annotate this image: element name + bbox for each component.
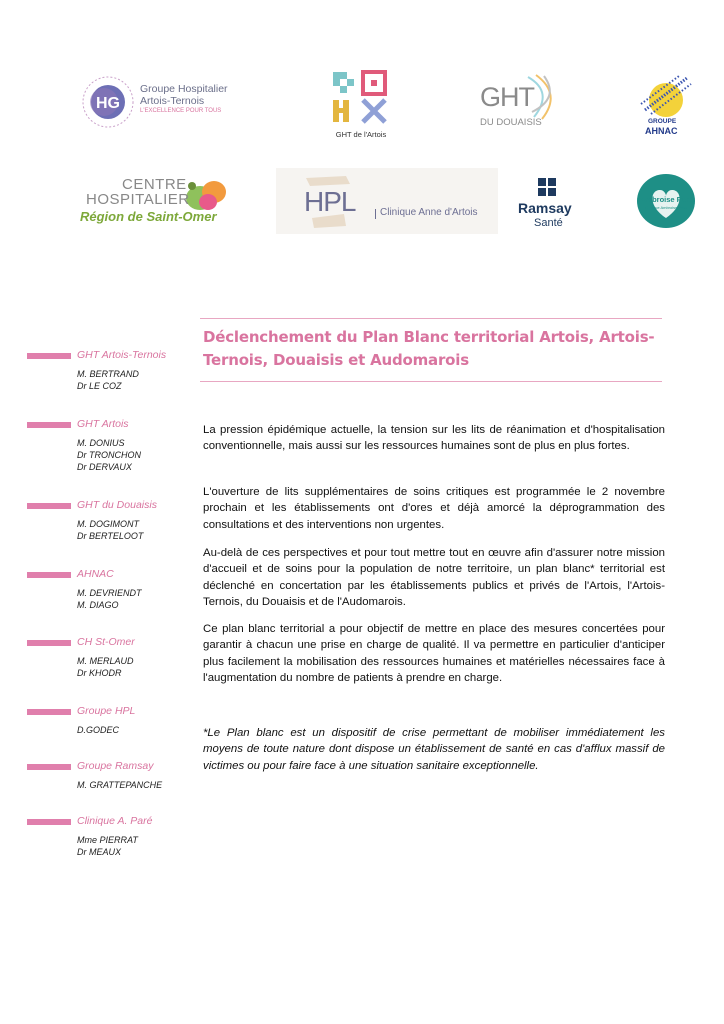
sidebar-person: D.GODEC	[77, 725, 120, 735]
sidebar-person: Dr LE COZ	[77, 381, 122, 391]
ch-saint-omer-line3: Région de Saint-Omer	[80, 209, 217, 224]
body-paragraph-4: Ce plan blanc territorial a pour objectif de mettre en place des mesures concertées pour garantir à chacun une prise en charge de qualité. Il va permettre en particulier d'anticiper plus facilement la mobilisation des ressources humaines et matérielles nécessaires face à l'augmentation du nombre de patients à prendre en charge.	[203, 623, 665, 684]
body-paragraph-1: La pression épidémique actuelle, la tension sur les lits de réanimation et d'hospitalisation conventionnelle, mais aussi sur les ressources humaines sont de plus en plus fortes.	[203, 424, 665, 453]
sidebar-person: M. DEVRIENDT	[77, 588, 142, 598]
ramsay-square-icon	[538, 178, 556, 196]
plan-blanc-footnote: *Le Plan blanc est un dispositif de crise permettant de mobiliser immédiatement les moyens de toute nature dont dispose un établissement de santé en cas d'afflux massif de victimes ou pour faire face à une situation sanitaire exceptionnelle.	[203, 727, 665, 772]
gh-artois-ternois-tagline: L'EXCELLENCE POUR TOUS	[140, 108, 222, 114]
ght-artois-caption: GHT de l'Artois	[335, 130, 387, 139]
logo-ch-saint-omer	[78, 174, 230, 228]
hpl-divider	[375, 209, 376, 219]
sidebar-person: Mme PIERRAT	[77, 835, 138, 845]
sidebar-person: Dr MEAUX	[77, 847, 122, 857]
sidebar-person: M. DIAGO	[77, 600, 119, 610]
sidebar-people	[77, 655, 134, 679]
logo-ght-artois	[328, 70, 394, 144]
sidebar-bar	[27, 819, 71, 825]
gh-artois-ternois-line1: Groupe Hospitalier	[140, 83, 228, 95]
sidebar-people	[77, 779, 162, 791]
sidebar-person: Dr DERVAUX	[77, 462, 132, 472]
logo-gh-artois-ternois	[80, 72, 240, 134]
ch-saint-omer-line2: HOSPITALIER	[86, 191, 190, 208]
sidebar-group-name: CH St-Omer	[77, 636, 135, 648]
sidebar-person: M. GRATTEPANCHE	[77, 780, 163, 790]
title-rule-bottom	[200, 381, 662, 382]
sidebar-group-name: AHNAC	[77, 568, 114, 580]
sidebar-person: Dr BERTELOOT	[77, 531, 144, 541]
sidebar-group-name: Groupe Ramsay	[77, 760, 154, 772]
sidebar-group-name: GHT Artois	[77, 418, 129, 430]
sidebar-person: M. BERTRAND	[77, 369, 139, 379]
sidebar-person: Dr KHODR	[77, 668, 122, 678]
logo-ahnac	[636, 74, 696, 140]
sidebar-bar	[27, 353, 71, 359]
hpl-mark: HPL	[304, 186, 356, 217]
sidebar-bar	[27, 764, 71, 770]
logo-hpl	[276, 168, 498, 234]
sidebar-bar	[27, 422, 71, 428]
logo-ramsay	[516, 178, 580, 234]
body-paragraph-3: Au-delà de ces perspectives et pour tout mettre tout en œuvre afin d'assurer notre mission d'accueil et de soins pour la population de notre territoire, un plan blanc* territorial est déclenché en concertation par les établissements publics et privés de l'Artois, l'Artois-Ternois, du Douaisis et de l'Audomarois.	[203, 547, 665, 608]
ambroise-pare-line2: Clinique Ambroise Paré	[645, 205, 687, 210]
ght-artois-mosaic-icon	[331, 70, 391, 126]
sidebar-person: M. DOGIMONT	[77, 519, 139, 529]
ambroise-pare-line1: Ambroise Paré	[640, 195, 693, 204]
sidebar-people	[77, 437, 141, 473]
sidebar-people	[77, 724, 119, 736]
gh-artois-ternois-line2: Artois-Ternois	[140, 95, 205, 107]
ramsay-line1: Ramsay	[518, 200, 572, 216]
sidebar-bar	[27, 709, 71, 715]
gh-artois-ternois-emblem-icon	[80, 74, 136, 130]
sidebar-people	[77, 518, 143, 542]
ght-douaisis-mark: GHT	[480, 82, 534, 112]
body-paragraph-2: L'ouverture de lits supplémentaires de soins critiques est programmée le 2 novembre prochain et les établissements ont d'ores et déjà amorcé la déprogrammation des consultations et des interventions non urgentes.	[203, 486, 665, 531]
sidebar-group-name: Clinique A. Paré	[77, 815, 153, 827]
sidebar-bar	[27, 640, 71, 646]
ahnac-sunburst-icon	[639, 74, 693, 118]
ahnac-line2: AHNAC	[645, 126, 678, 136]
sidebar-group-name: Groupe HPL	[77, 705, 136, 717]
sidebar-person: Dr TRONCHON	[77, 450, 141, 460]
title-rule-top	[200, 318, 662, 319]
svg-text:HG: HG	[96, 95, 120, 112]
hpl-caption: Clinique Anne d'Artois	[380, 207, 478, 218]
sidebar-people	[77, 587, 142, 611]
sidebar-group-name: GHT du Douaisis	[77, 499, 157, 511]
logo-ght-douaisis	[478, 72, 568, 134]
sidebar-person: M. DONIUS	[77, 438, 125, 448]
sidebar-bar	[27, 572, 71, 578]
sidebar-people	[77, 834, 138, 858]
sidebar-bar	[27, 503, 71, 509]
ght-douaisis-caption: DU DOUAISIS	[480, 117, 542, 128]
sidebar-person: M. MERLAUD	[77, 656, 134, 666]
ahnac-line1: GROUPE	[648, 118, 677, 125]
logo-ambroise-pare	[636, 172, 696, 230]
sidebar-group-name: GHT Artois-Ternois	[77, 349, 167, 361]
page-title: Déclenchement du Plan Blanc territorial Artois, Artois-Ternois, Douaisis et Audomarois	[203, 328, 655, 369]
sidebar-people	[77, 368, 139, 392]
ch-saint-omer-line1: CENTRE	[122, 176, 187, 193]
ramsay-line2: Santé	[534, 217, 563, 229]
